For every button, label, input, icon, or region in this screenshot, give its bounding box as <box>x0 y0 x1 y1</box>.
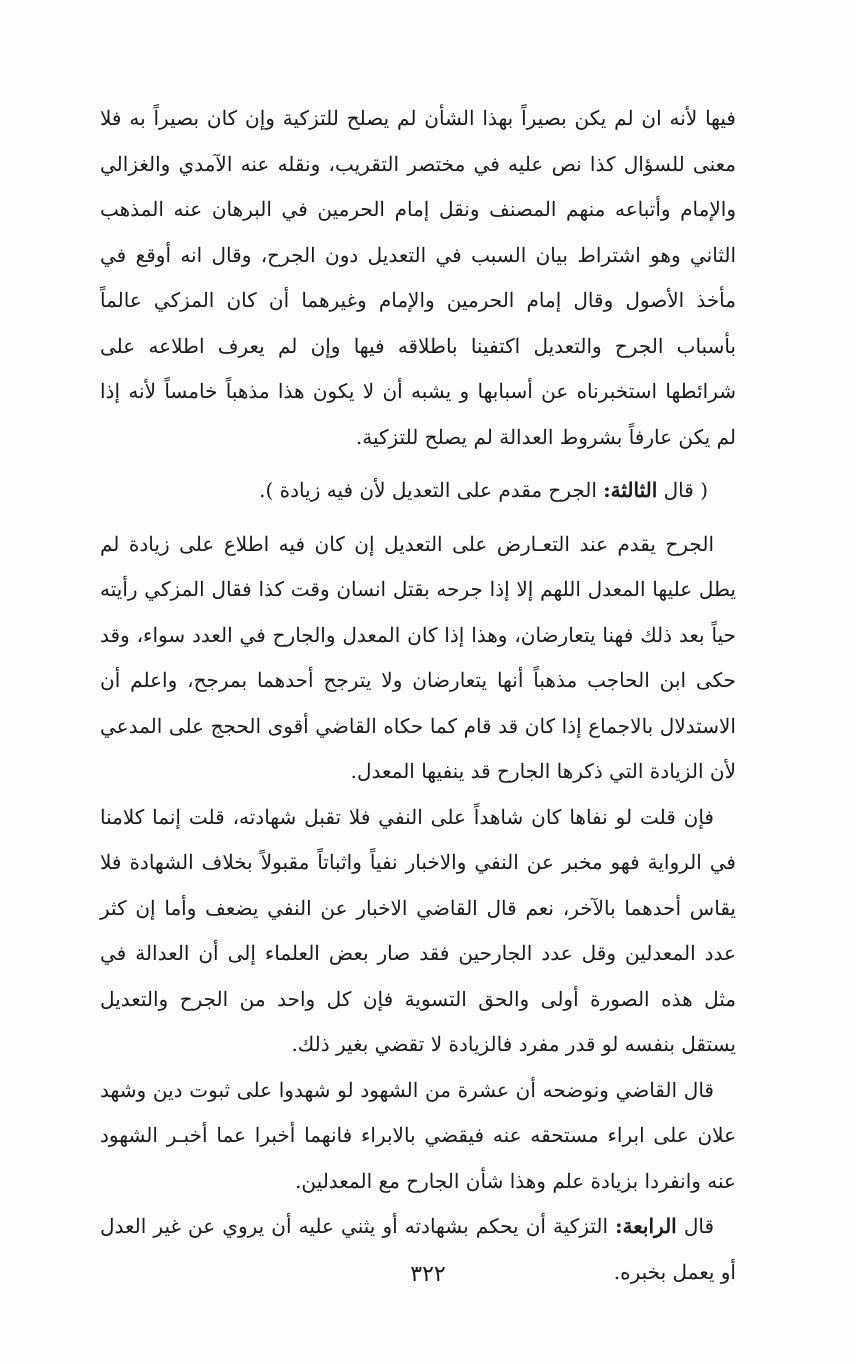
heading-third-issue <box>100 468 736 514</box>
paragraph-4: قال القاضي ونوضحه أن عشرة من الشهود لو شهدوا على ثبوت دين وشهد علان على ابراء مستحقه عنه فيقضي بالابراء فانهما أخبرا عما أخبـر الشهود عنه وانفردا بزيادة علم وهذا شأن الجارح مع المعدلين. <box>100 1077 736 1193</box>
body-text <box>100 96 736 1295</box>
paragraph-1: فيها لأنه ان لم يكن بصيراً بهذا الشأن لم يصلح للتزكية وإن كان بصيراً به فلا معنى للسؤال كذا نص عليه في مختصر التقريب، ونقله عنه الآمدي والغزالي والإمام وأتباعه منهم المصنف ونقل إمام الحرمين في البرهان عنه المذهب الثاني وهو اشتراط بيان السبب في التعديل دون الجرح، وقال انه أوقع في مأخذ الأصول وقال إمام الحرمين والإمام وغيرهما أن كان المزكي عالماً بأسباب الجرح والتعديل اكتفينا باطلاقه فيها وإن لم يعرف اطلاعه على شرائطها استخبرناه عن أسبابها و يشبه أن لا يكون هذا مذهباً خامساً لأنه إذا لم يكن عارفاً بشروط العدالة لم يصلح للتزكية. <box>100 106 736 449</box>
heading-third-prefix: ( قال <box>657 478 708 502</box>
heading-fourth-key: الرابعة: <box>615 1214 677 1238</box>
heading-fourth-prefix: قال <box>676 1214 714 1238</box>
heading-fourth-text: التزكية أن يحكم بشهادته أو يثني عليه أن يروي عن غير العدل أو يعمل بخبره. <box>100 1214 736 1284</box>
paragraph-2: الجرح يقدم عند التعـارض على التعديل إن كان فيه اطلاع على زيادة لم يطل عليها المعدل اللهم إلا إذا جرحه بقتل انسان وقت كذا فقال المزكي رأيته حياً بعد ذلك فهنا يتعارضان، وهذا إذا كان المعدل والجارح في العدد سواء، وقد حكى ابن الحاجب مذهباً أنها يتعارضان ولا يترجح أحدهما بمرجح، واعلم أن الاستدلال بالاجماع إذا كان قد قام كما حكاه القاضي أقوى الحجج على المدعي لأن الزيادة التي ذكرها الجارح قد ينفيها المعدل. <box>100 531 736 783</box>
paragraph-3: فإن قلت لو نفاها كان شاهداً على النفي فلا تقبل شهادته، قلت إنما كلامنا في الرواية فهو مخبر عن النفي والاخبار نفياً واثباتاً مقبولاً بخلاف الشهادة فلا يقاس أحدهما بالآخر، نعم قال القاضي الاخبار عن النفي يضعف وأما إن كثر عدد المعدلين وقل عدد الجارحين فقد صار بعض العلماء إلى أن العدالة في مثل هذه الصورة أولى والحق التسوية فإن كل واحد من الجرح والتعديل يستقل بنفسه لو قدر مفرد فالزيادة لا تقضي بغير ذلك. <box>100 804 736 1056</box>
heading-third-text: الجرح مقدم على التعديل لأن فيه زيادة ). <box>259 478 604 502</box>
heading-third-key: الثالثة: <box>603 478 658 502</box>
page-number: ٣٢٢ <box>410 1262 446 1287</box>
